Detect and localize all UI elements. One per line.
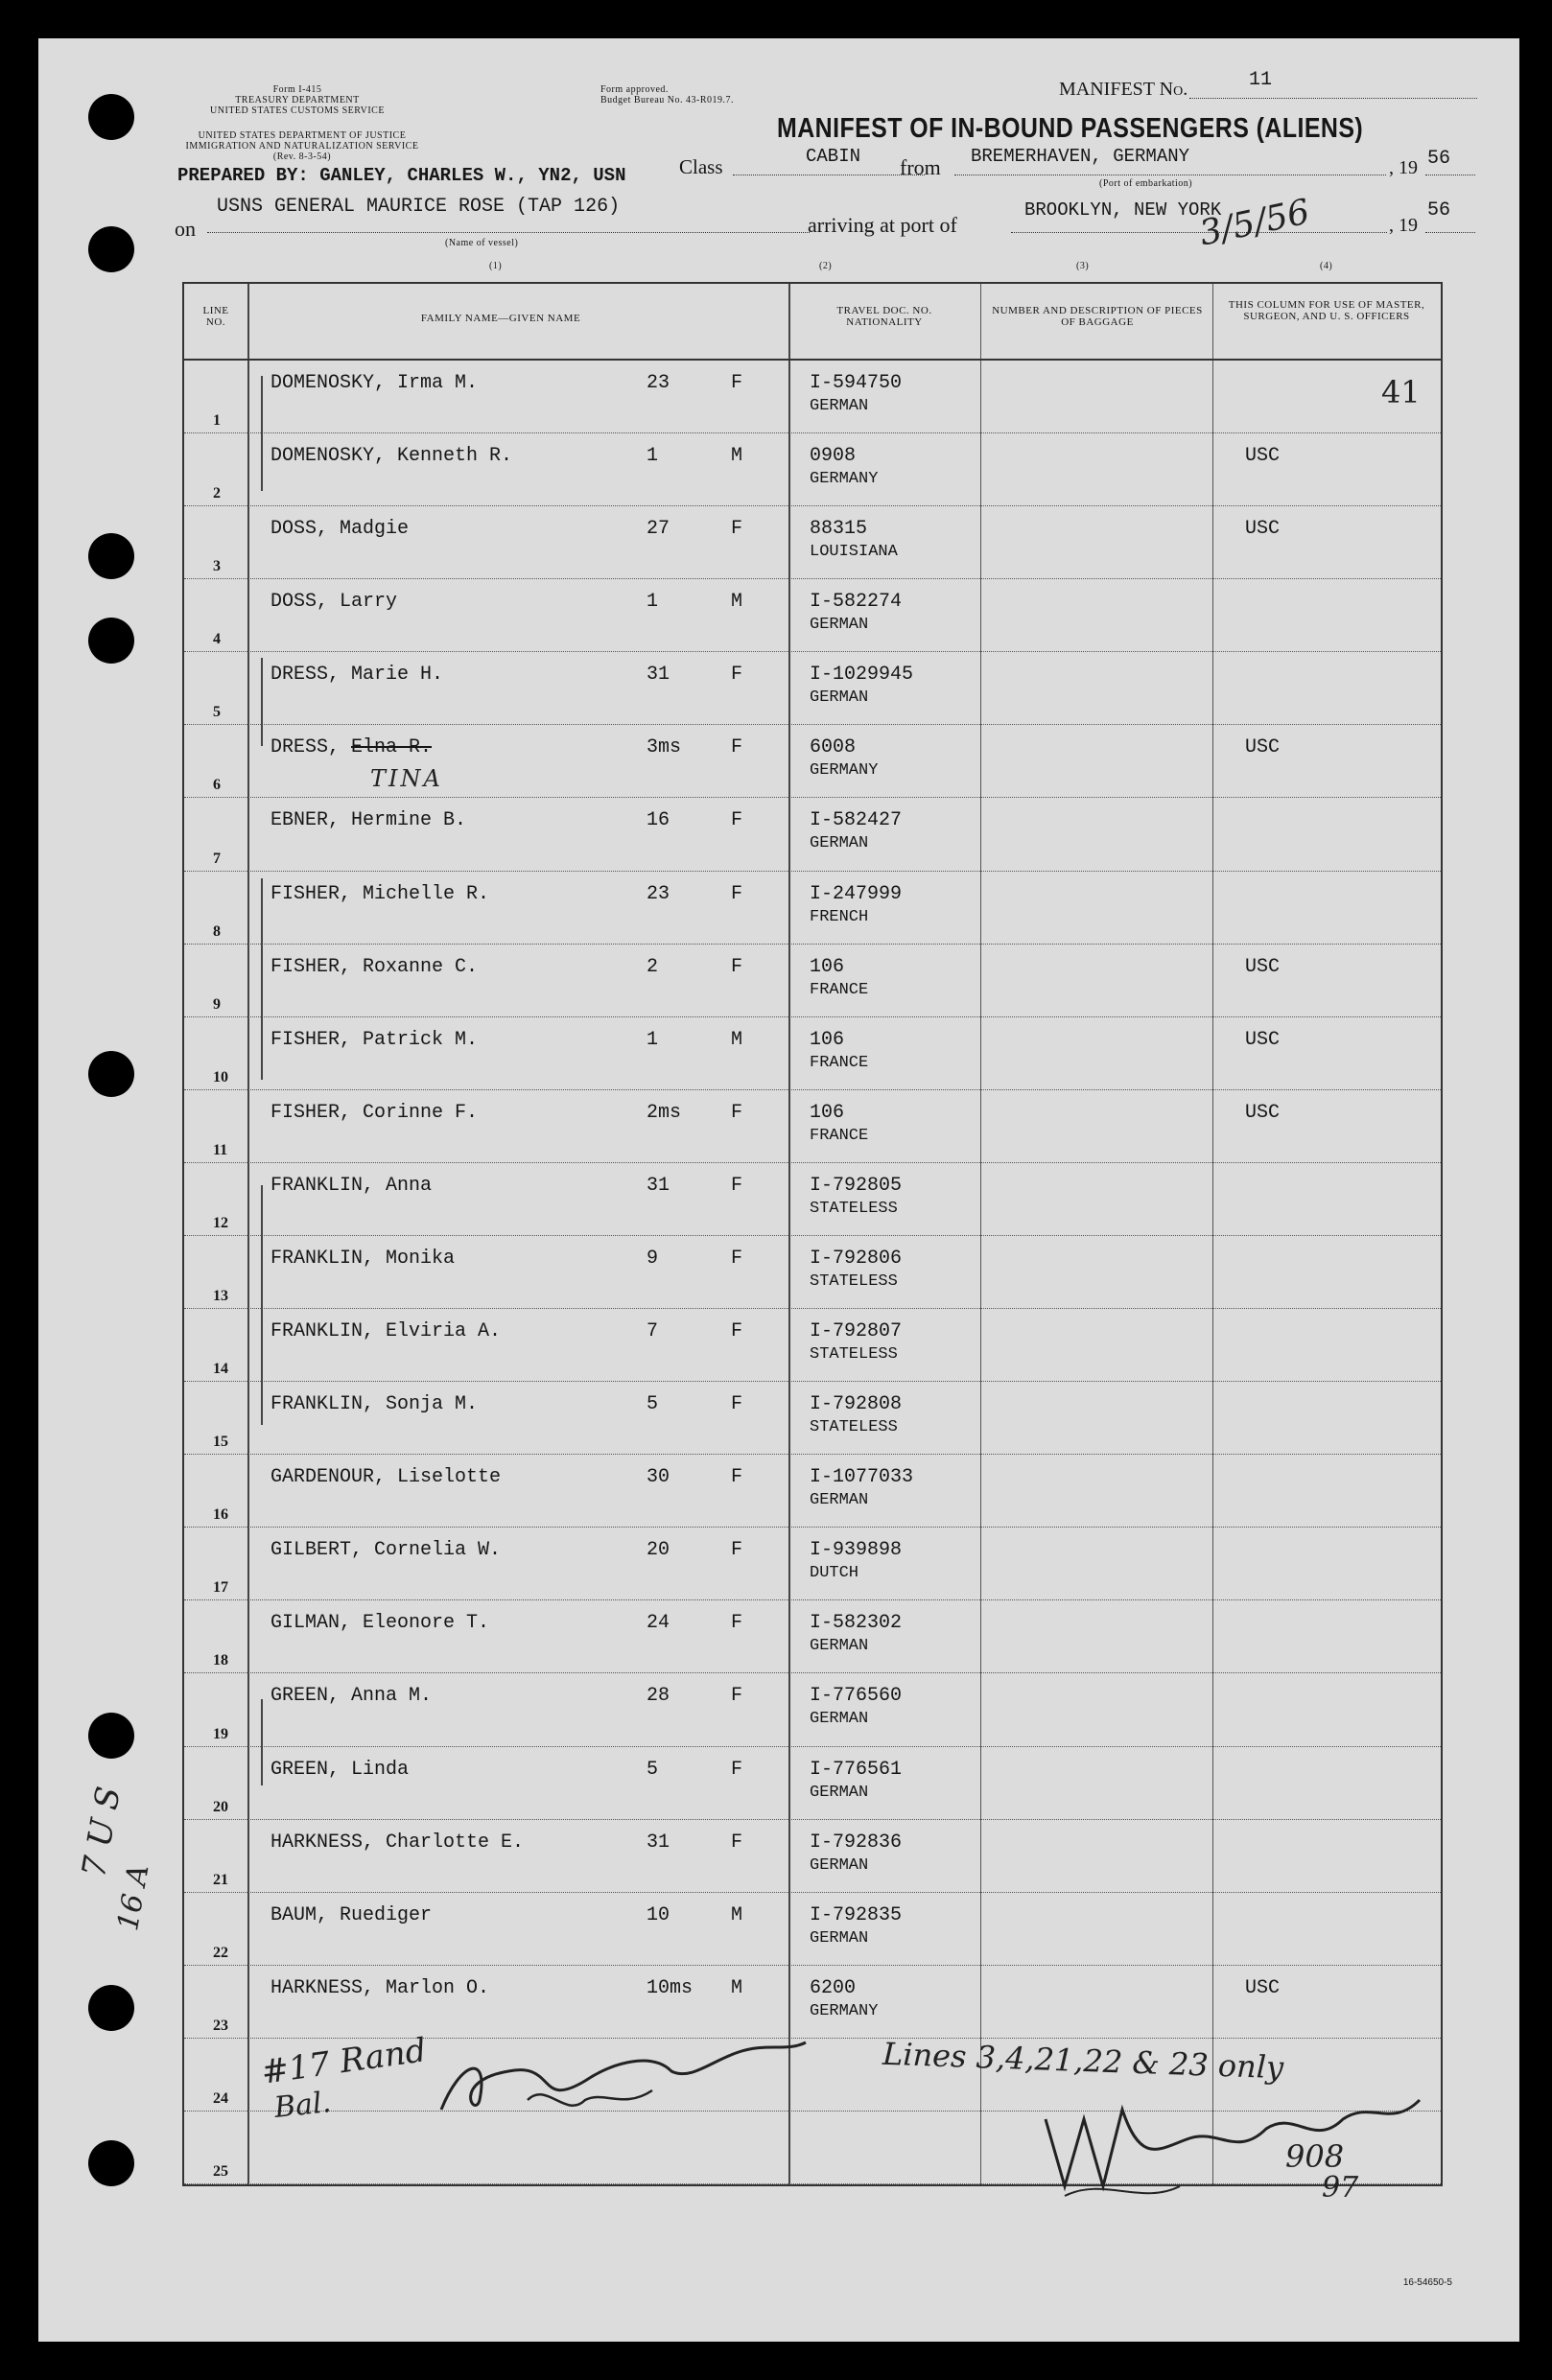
passenger-age: 24: [647, 1612, 670, 1635]
passenger-age: 10: [647, 1903, 670, 1926]
approved-text: Form approved.: [600, 84, 669, 95]
year-2-line: [1425, 232, 1475, 233]
port-caption: (Port of embarkation): [1099, 178, 1193, 189]
passenger-sex: M: [731, 1903, 743, 1926]
family-bracket: [261, 1185, 274, 1425]
nationality: GERMAN: [810, 1783, 869, 1802]
form-approved: [600, 84, 734, 105]
officer-note: USC: [1245, 518, 1281, 541]
ins-text: IMMIGRATION AND NATURALIZATION SERVICE: [185, 141, 419, 152]
passenger-sex: F: [731, 809, 743, 832]
arrival-port: BROOKLYN, NEW YORK: [1024, 199, 1222, 221]
vessel-line: [207, 232, 810, 233]
passenger-sex: F: [731, 518, 743, 541]
year-1: 56: [1427, 148, 1451, 170]
line-number: 24: [213, 2089, 228, 2107]
embarkation-port: BREMERHAVEN, GERMANY: [971, 146, 1190, 167]
line-number: 12: [213, 1214, 228, 1231]
passenger-sex: F: [731, 1758, 743, 1781]
passenger-name: GILMAN, Eleonore T.: [270, 1612, 490, 1635]
travel-doc-number: I-792835: [810, 1903, 903, 1926]
passenger-sex: F: [731, 1612, 743, 1635]
col-marker-3: (3): [1076, 261, 1090, 271]
travel-doc-number: I-1029945: [810, 664, 914, 687]
revision-text: (Rev. 8-3-54): [272, 152, 332, 162]
line-number: 18: [213, 1652, 228, 1669]
prepared-by: PREPARED BY: GANLEY, CHARLES W., YN2, USN: [177, 165, 626, 186]
nationality: GERMAN: [810, 397, 869, 415]
line-number: 10: [213, 1068, 228, 1085]
passenger-name: FISHER, Michelle R.: [270, 882, 490, 905]
passenger-age: 31: [647, 1174, 670, 1197]
table-row: [184, 1017, 1441, 1090]
passenger-age: 27: [647, 518, 670, 541]
col-header-doc: TRAVEL DOC. NO. NATIONALITY: [836, 305, 932, 328]
passenger-age: 28: [647, 1685, 670, 1708]
table-row: [184, 1528, 1441, 1600]
travel-doc-number: 0908: [810, 445, 857, 468]
officer-note: USC: [1245, 1101, 1281, 1124]
table-row: [184, 579, 1441, 652]
nationality: GERMAN: [810, 834, 869, 853]
travel-doc-number: 106: [810, 1028, 845, 1051]
passenger-age: 16: [647, 809, 670, 832]
passenger-sex: F: [731, 1393, 743, 1416]
passenger-sex: F: [731, 372, 743, 394]
table-row: [184, 1747, 1441, 1820]
nationality: GERMAN: [810, 1928, 869, 1948]
passenger-sex: F: [731, 1831, 743, 1854]
budget-bureau: Budget Bureau No. 43-R019.7.: [600, 95, 734, 105]
travel-doc-number: 106: [810, 1101, 845, 1124]
travel-doc-number: I-776560: [810, 1685, 903, 1708]
passenger-sex: F: [731, 1247, 743, 1270]
col-header-line-no: LINE NO.: [202, 305, 229, 328]
family-bracket: [261, 658, 274, 746]
passenger-age: 31: [647, 664, 670, 687]
nationality: GERMAN: [810, 688, 869, 708]
table-row: [184, 945, 1441, 1017]
passenger-age: 3ms: [647, 736, 682, 759]
manifest-page: [38, 38, 1519, 2342]
officer-note: USC: [1245, 1028, 1281, 1051]
passenger-sex: F: [731, 736, 743, 759]
bottom-left-note-2: Bal.: [272, 2086, 333, 2125]
passenger-name: DOMENOSKY, Irma M.: [270, 372, 479, 394]
table-row: [184, 1163, 1441, 1236]
passenger-name: FISHER, Corinne F.: [270, 1101, 479, 1124]
col-header-name: FAMILY NAME—GIVEN NAME: [420, 313, 581, 324]
travel-doc-number: I-1077033: [810, 1466, 914, 1489]
nationality: FRANCE: [810, 980, 869, 999]
bottom-left-note: #17 Rand: [259, 2031, 429, 2092]
line-number: 22: [213, 1944, 228, 1961]
margin-note-1: 7 U S: [75, 1784, 129, 1880]
col-header-officers: THIS COLUMN FOR USE OF MASTER, SURGEON, AND U. S. OFFICERS: [1228, 299, 1425, 322]
line-number: 2: [213, 485, 221, 502]
line-number: 4: [213, 631, 221, 648]
travel-doc-number: I-939898: [810, 1539, 903, 1562]
officer-note: USC: [1245, 955, 1281, 978]
table-row: [184, 506, 1441, 579]
passenger-sex: F: [731, 1174, 743, 1197]
justice-dept: [153, 130, 451, 162]
binder-hole: [88, 1985, 134, 2031]
travel-doc-number: I-594750: [810, 372, 903, 394]
passenger-name: FRANKLIN, Sonja M.: [270, 1393, 479, 1416]
passenger-name: FISHER, Roxanne C.: [270, 955, 479, 978]
travel-doc-number: 88315: [810, 518, 868, 541]
passenger-sex: M: [731, 1976, 743, 1999]
officer-note: USC: [1245, 736, 1281, 759]
manifest-title: MANIFEST OF IN-BOUND PASSENGERS (ALIENS): [777, 113, 1364, 144]
passenger-name: DRESS, Marie H.: [270, 664, 444, 687]
passenger-name: GREEN, Anna M.: [270, 1685, 433, 1708]
travel-doc-number: I-792836: [810, 1831, 903, 1854]
passenger-name: DOSS, Madgie: [270, 518, 410, 541]
line-number: 5: [213, 704, 221, 721]
binder-hole: [88, 618, 134, 664]
family-bracket: [261, 1699, 274, 1785]
line-number: 1: [213, 412, 221, 430]
passenger-age: 5: [647, 1758, 659, 1781]
line-number: 15: [213, 1434, 228, 1451]
manifest-number-label: MANIFEST No.: [1059, 79, 1188, 100]
travel-doc-number: 106: [810, 955, 845, 978]
passenger-age: 7: [647, 1320, 659, 1343]
vessel-caption: (Name of vessel): [445, 238, 519, 248]
binder-hole: [88, 1713, 134, 1759]
line-number: 7: [213, 850, 221, 867]
nationality: DUTCH: [810, 1564, 859, 1583]
form-number: [173, 84, 422, 116]
line-number: 14: [213, 1361, 228, 1378]
passenger-name: GREEN, Linda: [270, 1758, 410, 1781]
table-row: [184, 1090, 1441, 1163]
vessel-name: USNS GENERAL MAURICE ROSE (TAP 126): [217, 196, 621, 218]
line-number: 25: [213, 2162, 228, 2180]
row1-mark: 41: [1381, 374, 1421, 410]
passenger-age: 30: [647, 1466, 670, 1489]
binder-hole: [88, 226, 134, 272]
col-marker-4: (4): [1320, 261, 1333, 271]
passenger-name: FRANKLIN, Elviria A.: [270, 1320, 502, 1343]
nationality: GERMANY: [810, 470, 879, 489]
nationality: STATELESS: [810, 1272, 898, 1291]
col-marker-1: (1): [489, 261, 503, 271]
year-2: 56: [1427, 199, 1451, 222]
line-number: 11: [213, 1141, 228, 1158]
officer-note: USC: [1245, 1976, 1281, 1999]
customs-service: UNITED STATES CUSTOMS SERVICE: [210, 105, 385, 116]
bottom-code: 908: [1285, 2138, 1345, 2175]
passenger-sex: F: [731, 955, 743, 978]
passenger-sex: F: [731, 1320, 743, 1343]
line-number: 3: [213, 558, 221, 575]
table-row: [184, 361, 1441, 433]
table-row: [184, 1893, 1441, 1966]
line-number: 13: [213, 1288, 228, 1305]
table-body: [184, 361, 1441, 2184]
passenger-name: DOMENOSKY, Kenneth R.: [270, 445, 513, 468]
nationality: STATELESS: [810, 1199, 898, 1218]
inspector-signature: [1026, 2081, 1439, 2215]
passenger-sex: F: [731, 1101, 743, 1124]
table-row: [184, 1382, 1441, 1455]
line-number: 9: [213, 995, 221, 1013]
line-number: 8: [213, 922, 221, 940]
passenger-age: 2: [647, 955, 659, 978]
travel-doc-number: 6200: [810, 1976, 857, 1999]
nationality: GERMAN: [810, 616, 869, 635]
passenger-sex: F: [731, 1539, 743, 1562]
travel-doc-number: I-582302: [810, 1612, 903, 1635]
justice-dept-text: UNITED STATES DEPARTMENT OF JUSTICE: [198, 130, 407, 141]
passenger-sex: F: [731, 664, 743, 687]
nationality: STATELESS: [810, 1345, 898, 1365]
passenger-sex: F: [731, 1466, 743, 1489]
passenger-name: EBNER, Hermine B.: [270, 809, 467, 832]
passenger-age: 1: [647, 591, 659, 614]
line-number: 23: [213, 2017, 228, 2034]
passenger-age: 9: [647, 1247, 659, 1270]
margin-note-2: 16 A: [111, 1861, 156, 1934]
passenger-age: 31: [647, 1831, 670, 1854]
nationality: LOUISIANA: [810, 543, 898, 562]
table-row: [184, 1600, 1441, 1673]
travel-doc-number: I-582274: [810, 591, 903, 614]
officer-signature: [422, 2023, 825, 2129]
table-row: [184, 1673, 1441, 1746]
travel-doc-number: I-792806: [810, 1247, 903, 1270]
passenger-age: 23: [647, 372, 670, 394]
line-number: 21: [213, 1871, 228, 1888]
travel-doc-number: 6008: [810, 736, 857, 759]
line-number: 19: [213, 1725, 228, 1742]
passenger-age: 2ms: [647, 1101, 682, 1124]
passenger-sex: F: [731, 1685, 743, 1708]
passenger-age: 1: [647, 1028, 659, 1051]
nationality: GERMANY: [810, 2001, 879, 2020]
binder-hole: [88, 94, 134, 140]
nationality: GERMAN: [810, 1855, 869, 1875]
line-number: 17: [213, 1579, 228, 1597]
nationality: STATELESS: [810, 1418, 898, 1437]
handwritten-date: 3/5/56: [1196, 192, 1313, 254]
passenger-age: 10ms: [647, 1976, 694, 1999]
year-prefix-1: , 19: [1389, 157, 1418, 178]
travel-doc-number: I-776561: [810, 1758, 903, 1781]
table-row: [184, 1236, 1441, 1309]
table-row: [184, 872, 1441, 945]
tina-note: TINA: [370, 765, 443, 792]
officer-note: USC: [1245, 445, 1281, 468]
nationality: GERMAN: [810, 1637, 869, 1656]
table-row: [184, 798, 1441, 871]
table-row: [184, 433, 1441, 506]
line-number: 6: [213, 777, 221, 794]
passenger-name: HARKNESS, Marlon O.: [270, 1976, 490, 1999]
class-value: CABIN: [806, 146, 861, 167]
binder-hole: [88, 1051, 134, 1097]
passenger-sex: F: [731, 882, 743, 905]
footer-code: 16-54650-5: [1402, 2277, 1452, 2288]
table-row: [184, 1820, 1441, 1893]
table-row: [184, 1309, 1441, 1382]
arriving-label: arriving at port of: [808, 213, 957, 237]
nationality: FRANCE: [810, 1053, 869, 1072]
passenger-sex: M: [731, 1028, 743, 1051]
passenger-age: 5: [647, 1393, 659, 1416]
travel-doc-number: I-792808: [810, 1393, 903, 1416]
form-number-text: Form I-415: [272, 84, 322, 95]
family-bracket: [261, 878, 274, 1080]
passenger-age: 23: [647, 882, 670, 905]
manifest-number-line: [1189, 98, 1477, 99]
class-label: Class: [679, 155, 723, 178]
passenger-name: HARKNESS, Charlotte E.: [270, 1831, 525, 1854]
line-number: 16: [213, 1506, 228, 1524]
nationality: GERMAN: [810, 1491, 869, 1510]
nationality: FRENCH: [810, 907, 869, 926]
binder-hole: [88, 533, 134, 579]
col-header-baggage: NUMBER AND DESCRIPTION OF PIECES OF BAGGAGE: [992, 305, 1203, 328]
passenger-table: [182, 282, 1443, 2186]
table-row: [184, 1455, 1441, 1528]
family-bracket: [261, 376, 274, 491]
travel-doc-number: I-247999: [810, 882, 903, 905]
col-marker-2: (2): [819, 261, 833, 271]
lines-note: Lines 3,4,21,22 & 23 only: [882, 2035, 1284, 2087]
travel-doc-number: I-792805: [810, 1174, 903, 1197]
from-label: from: [900, 155, 941, 179]
line-number: 20: [213, 1798, 228, 1815]
on-label: on: [175, 217, 196, 241]
passenger-name: FRANKLIN, Monika: [270, 1247, 456, 1270]
nationality: GERMANY: [810, 761, 879, 781]
passenger-name: DOSS, Larry: [270, 591, 398, 614]
nationality: FRANCE: [810, 1126, 869, 1145]
passenger-sex: M: [731, 591, 743, 614]
passenger-age: 1: [647, 445, 659, 468]
table-row: [184, 652, 1441, 725]
passenger-sex: M: [731, 445, 743, 468]
passenger-name: FRANKLIN, Anna: [270, 1174, 433, 1197]
passenger-name: GILBERT, Cornelia W.: [270, 1539, 502, 1562]
bottom-code-2: 97: [1322, 2171, 1359, 2205]
passenger-name: BAUM, Ruediger: [270, 1903, 433, 1926]
binder-hole: [88, 2140, 134, 2186]
travel-doc-number: I-792807: [810, 1320, 903, 1343]
passenger-name: FISHER, Patrick M.: [270, 1028, 479, 1051]
manifest-number: 11: [1249, 69, 1273, 91]
passenger-name: GARDENOUR, Liselotte: [270, 1466, 502, 1489]
treasury-dept: TREASURY DEPARTMENT: [235, 95, 360, 105]
year-prefix-2: , 19: [1389, 215, 1418, 236]
travel-doc-number: I-582427: [810, 809, 903, 832]
passenger-age: 20: [647, 1539, 670, 1562]
nationality: GERMAN: [810, 1710, 869, 1729]
passenger-name: DRESS, Elna R.: [270, 736, 433, 759]
